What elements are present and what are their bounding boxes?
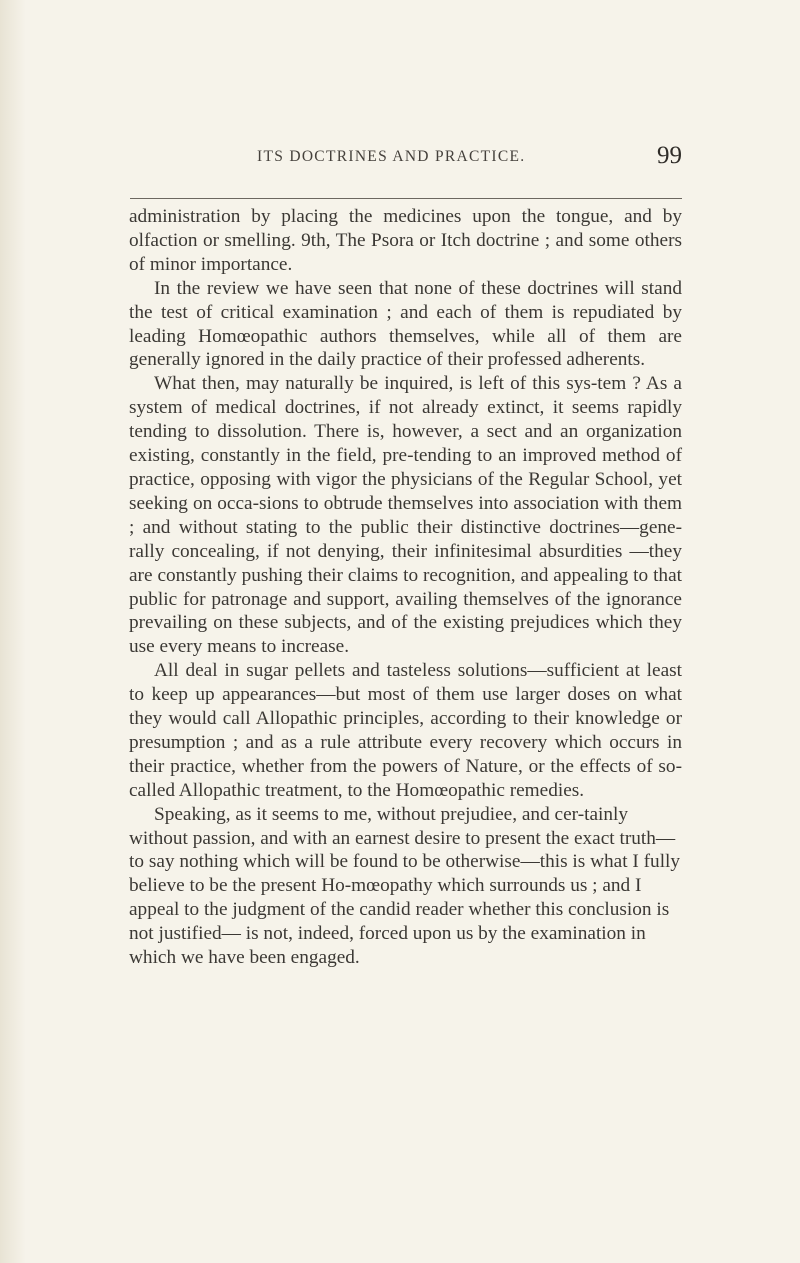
paragraph-5: Speaking, as it seems to me, without prejudiee, and cer-tainly without passion, and with an earnest desire to present the exact truth—to say nothing which will be found to be otherwise—this is what I fully believe to be the present Ho-mœopathy which surrounds us ; and I appeal to the judgment of the candid reader whether this conclusion is not justified— is not, indeed, forced upon us by the examination in which we have been engaged. (129, 803, 681, 969)
paragraph-4: All deal in sugar pellets and tasteless solutions—sufficient at least to keep up appearances—but most of them use larger doses on what they would call Allopathic principles, according to their knowledge or presumption ; and as a rule attribute every recovery which occurs in their practice, whether from the powers of Nature, or the effects of so-called Allopathic treatment, to the Homœopathic remedies. (129, 660, 682, 801)
paragraph-2: In the review we have seen that none of these doctrines will stand the test of critical examination ; and each of them is repudiated by leading Homœopathic authors themselves, while all of them are generally ignored in the daily practice of their professed adherents. (129, 277, 682, 371)
header-rule (130, 198, 682, 199)
paragraph-3: What then, may naturally be inquired, is left of this sys-tem ? As a system of medical doctrines, if not already extinct, it seems rapidly tending to dissolution. There is, however, a sect and an organization existing, constantly in the field, pre-tending to an improved method of practice, opposing with vigor the physicians of the Regular School, yet seeking on occa-sions to obtrude themselves into association with them ; and without stating to the public their distinctive doctrines—gene-rally concealing, if not denying, their infinitesimal absurdities —they are constantly pushing their claims to recognition, and appealing to that public for patronage and support, availing themselves of the ignorance prevailing on these subjects, and of the existing prejudices which they use every means to increase. (129, 373, 682, 658)
page-number: 99 (657, 142, 682, 169)
running-head: ITS DOCTRINES AND PRACTICE. (257, 148, 526, 165)
page-header (127, 142, 682, 182)
page-gutter-shadow (0, 0, 26, 1263)
paragraph-1: administration by placing the medicines upon the tongue, and by olfaction or smelling. 9th, The Psora or Itch doctrine ; and some others of minor importance. (129, 206, 682, 275)
body-text (129, 205, 682, 970)
